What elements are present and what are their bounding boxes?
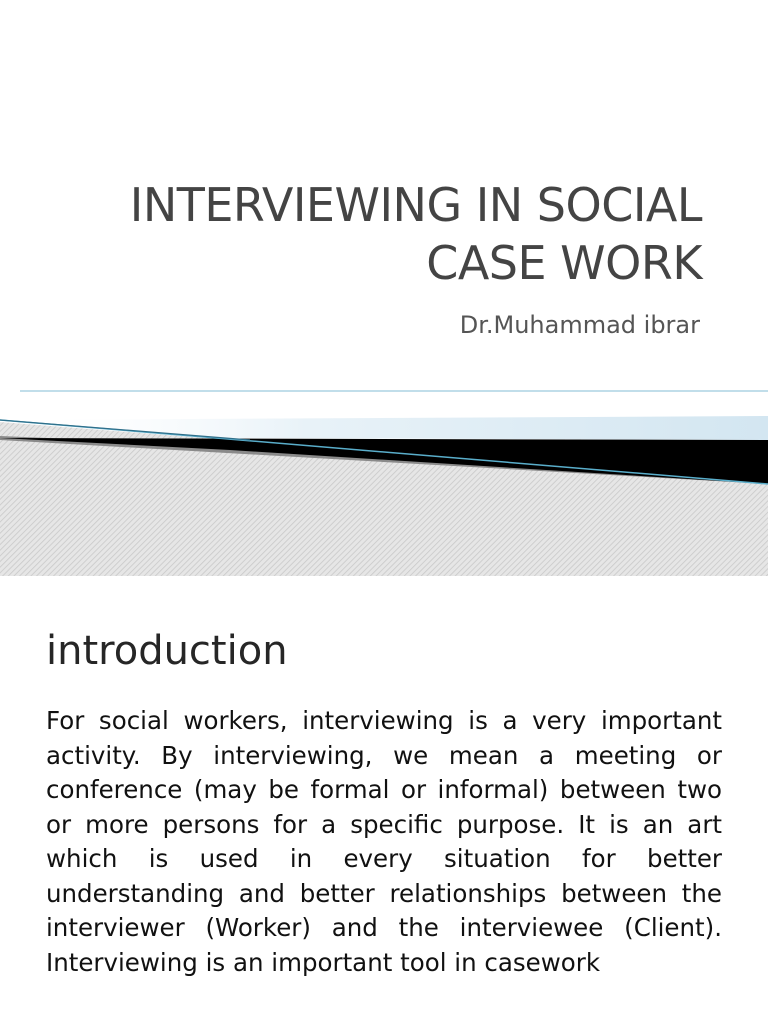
decorative-band-graphic [0,380,768,576]
section-heading: introduction [46,628,288,674]
slide-subtitle: Dr.Muhammad ibrar [459,311,700,339]
introduction-slide [0,576,768,1024]
slide-title: INTERVIEWING IN SOCIAL CASE WORK [129,178,702,290]
body-paragraph: For social workers, interviewing is a very important activity. By interviewing, we mean a meeting or conference (may be formal or informal) between two or more persons for a specific purpose. It is an art which is used in every situation for better understanding and better relationships between the interviewer (Worker) and the interviewee (Client). Interviewing is an important tool in casework [46,706,722,977]
